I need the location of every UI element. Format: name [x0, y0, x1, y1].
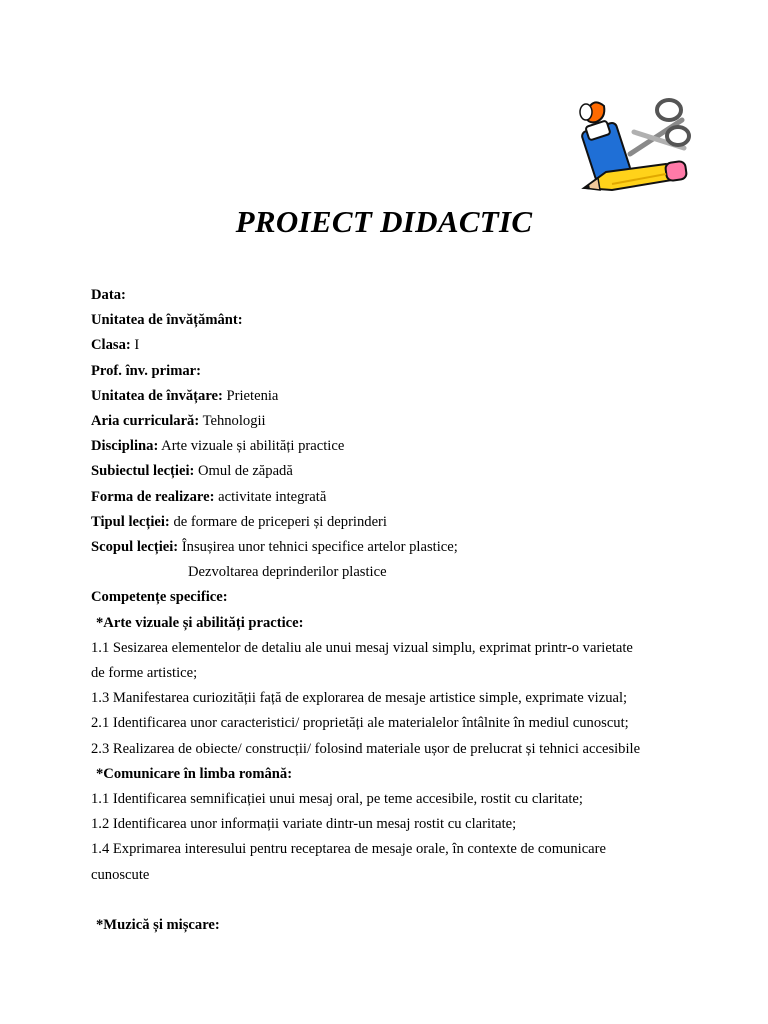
field-subiectul — [91, 459, 691, 484]
subsection-heading-muzica: *Muzică și mișcare: — [96, 917, 220, 934]
field-forma — [91, 485, 691, 510]
competency-item: 1.3 Manifestarea curiozității față de explorarea de mesaje artistice simple, exprimate vizual; — [91, 690, 628, 707]
competency-item: de forme artistice; — [91, 665, 198, 682]
field-scopul — [91, 535, 691, 560]
field-clasa — [91, 333, 691, 358]
field-prof — [91, 359, 691, 384]
school-supplies-clipart — [572, 92, 692, 198]
field-disciplina — [91, 434, 691, 459]
field-label: Tipul lecției: — [91, 513, 170, 530]
competency-item: 1.1 Identificarea semnificației unui mesaj oral, pe teme accesibile, rostit cu claritate; — [91, 791, 583, 808]
field-label: Disciplina: — [91, 438, 159, 455]
field-label: Clasa: — [91, 337, 131, 354]
competency-item: 1.2 Identificarea unor informații variate dintr-un mesaj rostit cu claritate; — [91, 816, 517, 833]
field-value: de formare de priceperi și deprinderi — [173, 513, 387, 530]
field-tipul — [91, 510, 691, 535]
field-value: Arte vizuale și abilități practice — [161, 438, 345, 455]
field-label: Unitatea de învățare: — [91, 387, 223, 404]
field-aria — [91, 409, 691, 434]
field-label: Aria curriculară: — [91, 413, 200, 430]
field-value: Tehnologii — [202, 413, 266, 430]
field-label: Prof. înv. primar: — [91, 362, 201, 379]
competency-item: cunoscute — [91, 866, 150, 883]
field-label: Forma de realizare: — [91, 488, 215, 505]
competency-item: 2.1 Identificarea unor caracteristici/ proprietăți ale materialelor întâlnite în mediul cunoscut; — [91, 715, 629, 732]
blank-line — [91, 888, 691, 913]
subsection-heading-arte: *Arte vizuale și abilități practice: — [96, 614, 304, 631]
subsection-heading-comunicare: *Comunicare în limba română: — [96, 765, 293, 782]
field-value: activitate integrată — [218, 488, 327, 505]
field-unitatea-invatamant — [91, 308, 691, 333]
field-label: Unitatea de învățământ: — [91, 312, 243, 329]
scissors-icon — [630, 100, 689, 154]
field-value: Omul de zăpadă — [198, 463, 293, 480]
field-label: Scopul lecției: — [91, 539, 179, 556]
competency-item: 1.1 Sesizarea elementelor de detaliu ale unui mesaj vizual simplu, exprimat printr-o varietate — [91, 639, 633, 656]
field-scopul-continued: Dezvoltarea deprinderilor plastice — [188, 564, 387, 581]
field-value: Însușirea unor tehnici specifice artelor plastice; — [181, 539, 458, 556]
field-value: I — [134, 337, 140, 354]
competency-item: 1.4 Exprimarea interesului pentru receptarea de mesaje orale, în contexte de comunicare — [91, 841, 606, 858]
field-unitatea-invatare — [91, 384, 691, 409]
page-title: PROIECT DIDACTIC — [235, 204, 533, 239]
field-label: Data: — [91, 287, 126, 303]
document-body — [91, 283, 691, 938]
section-heading-competente: Competențe specifice: — [91, 589, 228, 606]
field-label: Subiectul lecției: — [91, 463, 195, 480]
competency-item: 2.3 Realizarea de obiecte/ construcții/ folosind materiale ușor de prelucrat și tehnici accesibile — [91, 740, 641, 757]
field-value: Prietenia — [226, 387, 279, 404]
field-data — [91, 283, 691, 308]
